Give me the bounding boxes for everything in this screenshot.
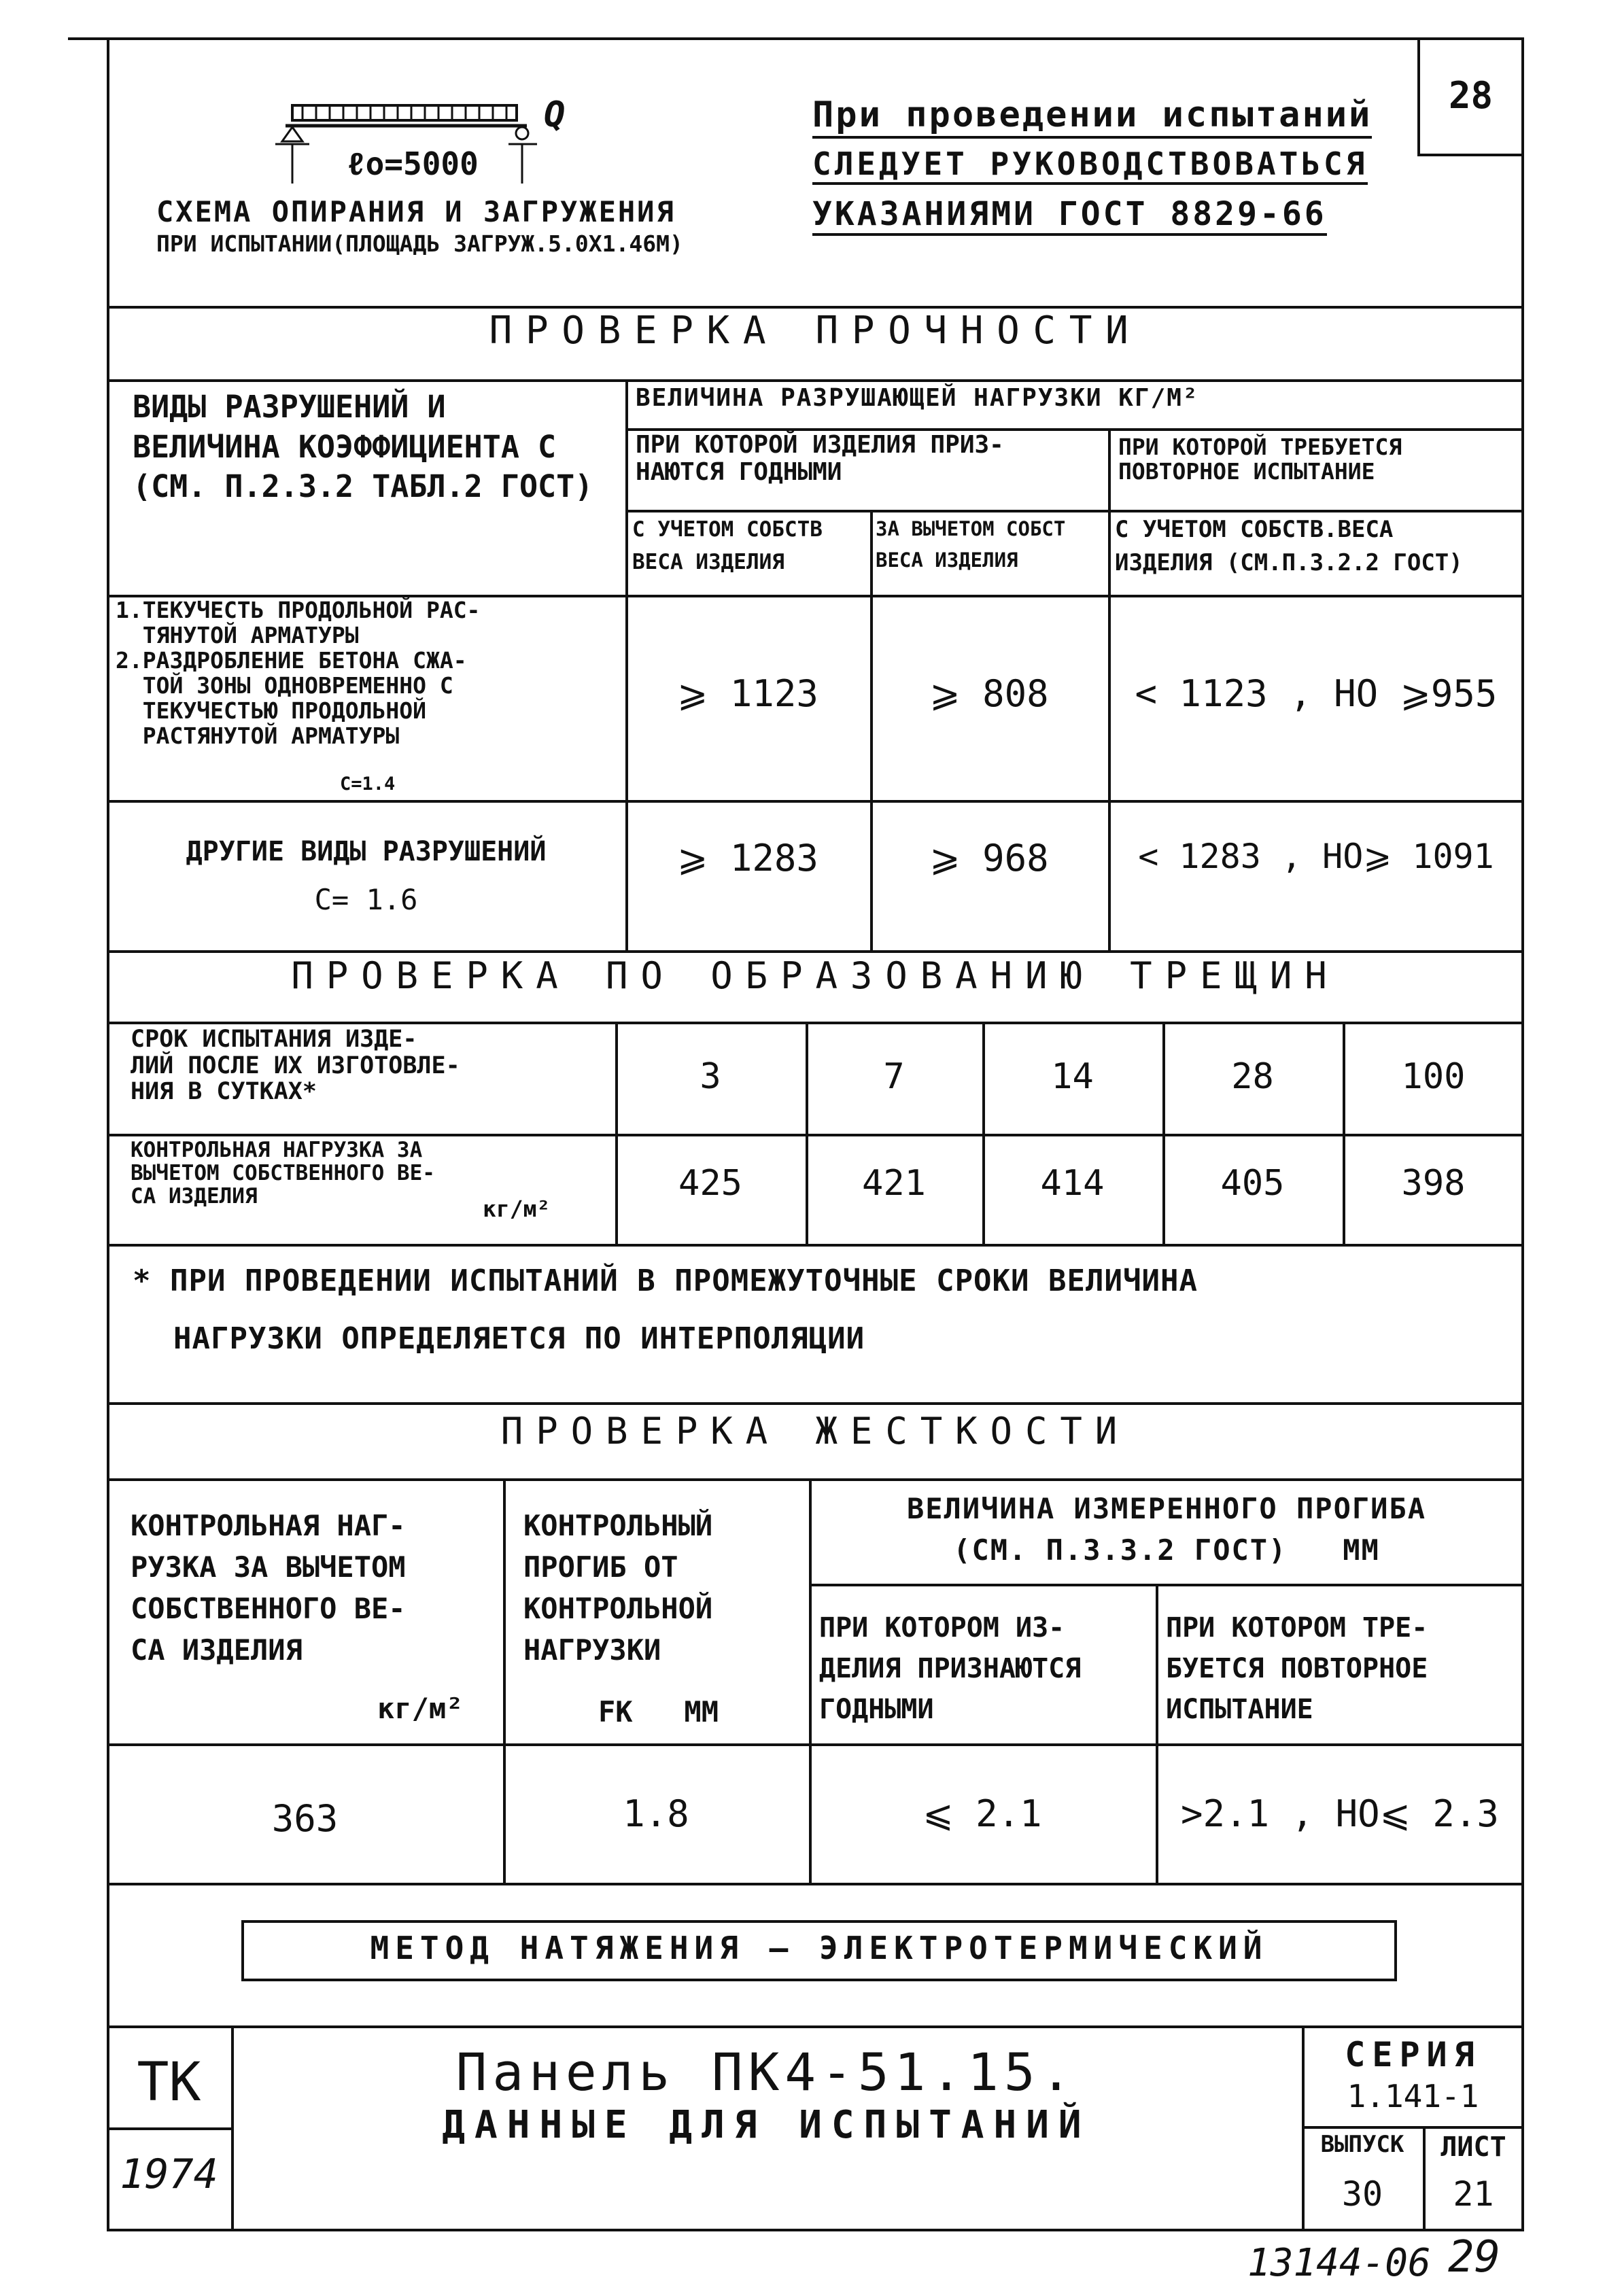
control-load-100: 398 — [1401, 1163, 1466, 1204]
stiffness-value-accepted: ⩽ 2.1 — [922, 1792, 1042, 1835]
archive-stamp: 13144-06 — [1247, 2241, 1431, 2285]
failure-load-header: ВЕЛИЧИНА РАЗРУШАЮЩЕЙ НАГРУЗКИ КГ/М² — [636, 384, 1199, 412]
stiffness-load-unit: кг/м² — [377, 1692, 464, 1725]
page-number: 28 — [1448, 74, 1494, 117]
cracks-row-rule — [107, 1134, 1524, 1136]
scheme-caption-2: ПРИ ИСПЫТАНИИ(ПЛОЩАДЬ ЗАГРУЖ.5.0Х1.46М) — [156, 230, 683, 257]
cracks-title: ПРОВЕРКА ПО ОБРАЗОВАНИЮ ТРЕЩИН — [291, 954, 1340, 997]
organization-code: ТК — [137, 2052, 201, 2113]
test-age-100: 100 — [1401, 1056, 1466, 1097]
accepted-load-header: ПРИ КОТОРОЙ ИЗДЕЛИЯ ПРИЗ- НАЮТСЯ ГОДНЫМИ — [636, 431, 1004, 486]
test-age-14: 14 — [1051, 1056, 1094, 1097]
strength-title: ПРОВЕРКА ПРОЧНОСТИ — [489, 309, 1142, 353]
archive-stamp-number: 29 — [1448, 2232, 1501, 2282]
drawing-title: Панель ПК4-51.15. — [455, 2042, 1077, 2102]
failure-coef-2: С= 1.6 — [314, 883, 418, 916]
control-load-label: КОНТРОЛЬНАЯ НАГРУЗКА ЗА ВЫЧЕТОМ СОБСТВЕННОГО ВЕ- СА ИЗДЕЛИЯ — [131, 1138, 435, 1209]
control-load-14: 414 — [1040, 1163, 1105, 1204]
issue-value: 30 — [1341, 2174, 1383, 2214]
failure-type-1: 1.ТЕКУЧЕСТЬ ПРОДОЛЬНОЙ РАС- ТЯНУТОЙ АРМАТУРЫ 2.РАЗДРОБЛЕНИЕ БЕТОНА СЖА- ТОЙ ЗОНЫ ОДНОВРЕМЕННО С ТЕКУЧЕСТЬЮ ПРОДОЛЬНОЙ РАСТЯНУТОЙ АРМАТУРЫ — [116, 597, 481, 749]
deflection-accepted-header: ПРИ КОТОРОМ ИЗ- ДЕЛИЯ ПРИЗНАЮТСЯ ГОДНЫМИ — [819, 1612, 1082, 1725]
test-age-28: 28 — [1231, 1056, 1274, 1097]
drawing-subtitle: ДАННЫЕ ДЛЯ ИСПЫТАНИЙ — [442, 2103, 1091, 2147]
strength-value-2-retest: < 1283 , НО⩾ 1091 — [1138, 837, 1494, 876]
test-age-label: СРОК ИСПЫТАНИЯ ИЗДЕ- ЛИЙ ПОСЛЕ ИХ ИЗГОТОВЛЕ- НИЯ В СУТКАХ* — [131, 1026, 460, 1105]
stiffness-sub-rule — [809, 1584, 1524, 1586]
sheet-label: ЛИСТ — [1440, 2132, 1506, 2163]
series-divider — [1302, 2126, 1524, 2129]
scheme-caption-1: СХЕМА ОПИРАНИЯ И ЗАГРУЖЕНИЯ — [156, 195, 676, 228]
testing-note-2: СЛЕДУЕТ РУКОВОДСТВОВАТЬСЯ — [812, 146, 1368, 185]
failure-types-header: ВИДЫ РАЗРУШЕНИЙ И ВЕЛИЧИНА КОЭФФИЦИЕНТА С (СМ. П.2.3.2 ТАБЛ.2 ГОСТ) — [133, 389, 593, 504]
stiffness-top-rule — [107, 1402, 1524, 1405]
tension-method: МЕТОД НАТЯЖЕНИЯ — ЭЛЕКТРОТЕРМИЧЕСКИЙ — [370, 1930, 1269, 1966]
deflection-retest-header: ПРИ КОТОРОМ ТРЕ- БУЕТСЯ ПОВТОРНОЕ ИСПЫТАНИЕ — [1166, 1612, 1428, 1725]
strength-row-rule — [107, 800, 1524, 803]
stiffness-head-bottom-rule — [107, 1743, 1524, 1746]
cracks-top-rule — [107, 950, 1524, 953]
control-load-28: 405 — [1220, 1163, 1285, 1204]
cracks-divider-0 — [615, 1022, 618, 1244]
failure-coef-1: С=1.4 — [340, 773, 396, 795]
span-label: ℓо=5000 — [347, 145, 479, 182]
load-symbol: Q — [544, 94, 566, 135]
top-margin-line — [68, 37, 109, 40]
interpolation-footnote-2: НАГРУЗКИ ОПРЕДЕЛЯЕТСЯ ПО ИНТЕРПОЛЯЦИИ — [173, 1321, 865, 1356]
cracks-bottom-rule — [107, 1244, 1524, 1247]
strength-sub-rule — [625, 510, 1524, 512]
strength-header-rule — [107, 379, 1524, 382]
title-block-top-rule — [107, 2025, 1524, 2028]
cracks-divider-4 — [1343, 1022, 1345, 1244]
stiffness-value-load: 363 — [271, 1797, 339, 1840]
stiffness-header-rule — [107, 1478, 1524, 1481]
test-age-7: 7 — [883, 1056, 905, 1097]
issue-label: ВЫПУСК — [1320, 2131, 1404, 2158]
cracks-divider-3 — [1162, 1022, 1165, 1244]
sheet-value: 21 — [1453, 2174, 1494, 2214]
series-label: СЕРИЯ — [1345, 2035, 1481, 2074]
testing-note-3: УКАЗАНИЯМИ ГОСТ 8829-66 — [812, 196, 1327, 236]
series-value: 1.141-1 — [1347, 2078, 1479, 2115]
stiffness-divider-3 — [1156, 1584, 1158, 1883]
strength-value-1-with-weight: ⩾ 1123 — [677, 672, 818, 715]
stiffness-deflection-unit: FК ММ — [598, 1695, 719, 1728]
control-load-7: 421 — [862, 1163, 926, 1204]
year: 1974 — [120, 2151, 218, 2198]
stiffness-title: ПРОВЕРКА ЖЕСТКОСТИ — [500, 1410, 1131, 1453]
stiffness-value-deflection: 1.8 — [623, 1792, 689, 1835]
minus-weight-header: ЗА ВЫЧЕТОМ СОБСТ ВЕСА ИЗДЕЛИЯ — [876, 517, 1066, 572]
retest-weight-header: С УЧЕТОМ СОБСТВ.ВЕСА ИЗДЕЛИЯ (СМ.П.3.2.2 ГОСТ) — [1115, 516, 1463, 577]
cracks-header-rule — [107, 1022, 1524, 1024]
testing-note-1: При проведении испытаний — [812, 95, 1372, 139]
failure-type-2: ДРУГИЕ ВИДЫ РАЗРУШЕНИЙ — [186, 836, 547, 867]
strength-col-divider-2 — [870, 510, 873, 950]
cracks-divider-1 — [806, 1022, 808, 1244]
stiffness-value-retest: >2.1 , НО⩽ 2.3 — [1181, 1792, 1499, 1835]
strength-value-1-retest: < 1123 , НО ⩾955 — [1135, 672, 1498, 715]
interpolation-footnote-1: * ПРИ ПРОВЕДЕНИИ ИСПЫТАНИЙ В ПРОМЕЖУТОЧНЫЕ СРОКИ ВЕЛИЧИНА — [133, 1264, 1198, 1298]
control-load-unit: кг/м² — [483, 1196, 551, 1222]
org-year-divider — [107, 2127, 231, 2130]
stiffness-load-header: КОНТРОЛЬНАЯ НАГ- РУЗКА ЗА ВЫЧЕТОМ СОБСТВЕННОГО ВЕ- СА ИЗДЕЛИЯ — [131, 1509, 406, 1667]
control-load-3: 425 — [678, 1163, 742, 1204]
test-age-3: 3 — [700, 1056, 721, 1097]
stiffness-bottom-rule — [107, 1883, 1524, 1885]
retest-load-header: ПРИ КОТОРОЙ ТРЕБУЕТСЯ ПОВТОРНОЕ ИСПЫТАНИЕ — [1118, 434, 1402, 485]
strength-value-2-with-weight: ⩾ 1283 — [677, 837, 818, 880]
with-weight-header: С УЧЕТОМ СОБСТВ ВЕСА ИЗДЕЛИЯ — [632, 517, 823, 575]
measured-deflection-header: ВЕЛИЧИНА ИЗМЕРЕННОГО ПРОГИБА (СМ. П.3.3.2 ГОСТ) ММ — [906, 1492, 1426, 1567]
strength-value-2-minus-weight: ⩾ 968 — [929, 837, 1049, 880]
cracks-divider-2 — [982, 1022, 985, 1244]
stiffness-deflection-header: КОНТРОЛЬНЫЙ ПРОГИБ ОТ КОНТРОЛЬНОЙ НАГРУЗКИ — [523, 1509, 713, 1667]
strength-value-1-minus-weight: ⩾ 808 — [929, 672, 1049, 715]
